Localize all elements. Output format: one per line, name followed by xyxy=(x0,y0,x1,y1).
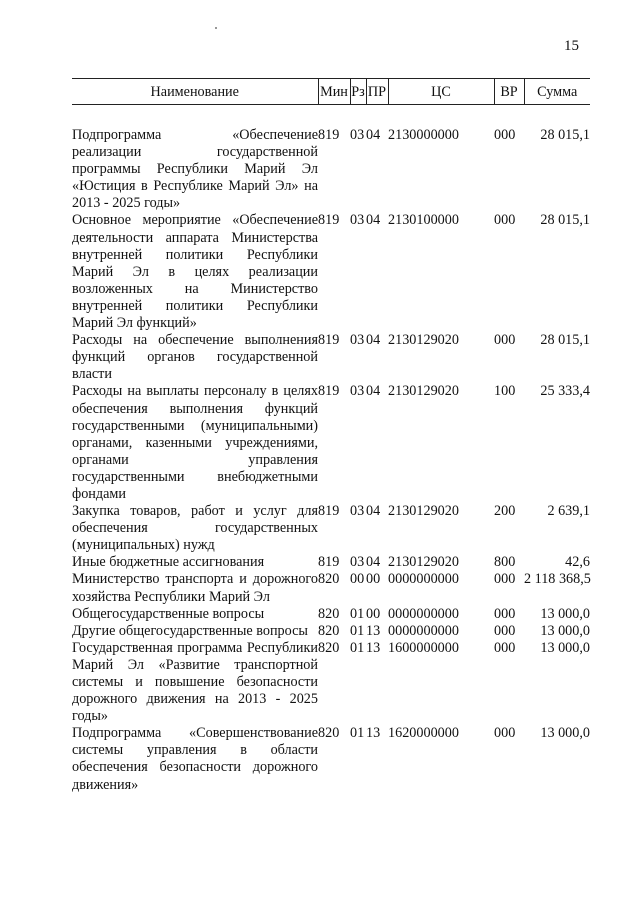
table-row xyxy=(72,571,590,605)
table-header-row xyxy=(72,79,590,105)
row-vr: 000 xyxy=(494,571,516,588)
header-cs: ЦС xyxy=(388,79,494,105)
header-pr: ПР xyxy=(366,79,388,105)
row-sum: 28 015,1 xyxy=(540,212,590,229)
row-cs: 0000000000 xyxy=(388,571,459,588)
row-cs: 0000000000 xyxy=(388,622,459,639)
row-cs: 2130100000 xyxy=(388,212,459,229)
header-min: Мин xyxy=(318,79,350,105)
row-pr: 13 xyxy=(366,725,381,742)
row-rz: 03 xyxy=(350,503,365,520)
row-name: Подпрограмма «Совершенствование системы управления в области обеспечения безопасности дорожного движения» xyxy=(72,725,318,793)
row-rz: 03 xyxy=(350,332,365,349)
row-vr: 000 xyxy=(494,605,516,622)
row-name: Закупка товаров, работ и услуг для обеспечения государственных (муниципальных) нужд xyxy=(72,503,318,554)
row-name: Общегосударственные вопросы xyxy=(72,605,265,622)
row-pr: 00 xyxy=(366,605,381,622)
row-sum: 2 639,1 xyxy=(547,503,590,520)
row-cs: 1620000000 xyxy=(388,725,459,742)
row-name: Основное мероприятие «Обеспечение деятельности аппарата Министерства внутренней политики Республики Марий Эл в целях реализации возложенных на Министерство внутренней политики Республики Марий Эл функций» xyxy=(72,212,318,332)
row-vr: 000 xyxy=(494,725,516,742)
row-vr: 000 xyxy=(494,639,516,656)
row-pr: 04 xyxy=(366,383,381,400)
row-rz: 01 xyxy=(350,639,365,656)
row-sum: 28 015,1 xyxy=(540,332,590,349)
table-gap xyxy=(72,105,590,128)
row-pr: 04 xyxy=(366,554,381,571)
table-row xyxy=(72,127,590,212)
row-cs: 2130129020 xyxy=(388,503,459,520)
row-pr: 04 xyxy=(366,212,381,229)
row-min: 820 xyxy=(318,639,340,656)
row-name: Иные бюджетные ассигнования xyxy=(72,554,265,571)
table-row xyxy=(72,212,590,332)
row-name: Расходы на обеспечение выполнения функций органов государственной власти xyxy=(72,332,318,383)
row-name: Подпрограмма «Обеспечение реализации государственной программы Республики Марий Эл «Юстиция в Республике Марий Эл» на 2013 - 2025 годы» xyxy=(72,127,318,212)
table-row xyxy=(72,332,590,383)
row-name: Расходы на выплаты персоналу в целях обеспечения выполнения функций государственными (муниципальными) органами, казенными учреждениями, органами управления государственными внебюджетными фондами xyxy=(72,383,318,502)
row-cs: 2130129020 xyxy=(388,332,459,349)
row-vr: 000 xyxy=(494,622,516,639)
row-vr: 000 xyxy=(494,127,516,143)
row-sum: 28 015,1 xyxy=(540,127,590,143)
page-number: 15 xyxy=(564,38,579,54)
row-min: 819 xyxy=(318,212,340,229)
scan-speck xyxy=(215,27,217,29)
row-pr: 04 xyxy=(366,127,381,143)
row-sum: 42,6 xyxy=(565,554,590,571)
row-sum: 13 000,0 xyxy=(540,725,590,742)
row-min: 819 xyxy=(318,127,340,143)
table-row xyxy=(72,383,590,503)
row-cs: 2130129020 xyxy=(388,383,459,400)
table-row xyxy=(72,640,590,725)
header-name: Наименование xyxy=(72,79,318,105)
row-vr: 200 xyxy=(494,503,516,520)
row-vr: 800 xyxy=(494,554,516,571)
row-sum: 25 333,4 xyxy=(540,383,590,400)
row-min: 820 xyxy=(318,605,340,622)
row-name: Государственная программа Республики Марий Эл «Развитие транспортной системы и повышение безопасности дорожного движения на 2013 - 2025 годы» xyxy=(72,639,318,725)
row-pr: 04 xyxy=(366,503,381,520)
row-min: 820 xyxy=(318,571,340,588)
row-name: Министерство транспорта и дорожного хозяйства Республики Марий Эл xyxy=(72,571,318,605)
row-cs: 0000000000 xyxy=(388,605,459,622)
table-row xyxy=(72,503,590,554)
row-min: 820 xyxy=(318,725,340,742)
row-sum: 13 000,0 xyxy=(540,639,590,656)
row-pr: 00 xyxy=(366,571,381,588)
row-rz: 01 xyxy=(350,725,365,742)
table-row xyxy=(72,623,590,640)
row-cs: 2130000000 xyxy=(388,127,459,143)
row-vr: 100 xyxy=(494,383,516,400)
row-rz: 01 xyxy=(350,605,365,622)
row-rz: 03 xyxy=(350,383,365,400)
row-rz: 03 xyxy=(350,212,365,229)
row-vr: 000 xyxy=(494,212,516,229)
row-min: 820 xyxy=(318,622,340,639)
row-sum: 13 000,0 xyxy=(540,605,590,622)
table-row xyxy=(72,554,590,571)
row-pr: 13 xyxy=(366,639,381,656)
table-row xyxy=(72,725,590,793)
row-vr: 000 xyxy=(494,332,516,349)
row-rz: 01 xyxy=(350,622,365,639)
row-cs: 1600000000 xyxy=(388,639,459,656)
row-min: 819 xyxy=(318,503,340,520)
row-sum: 13 000,0 xyxy=(540,622,590,639)
row-min: 819 xyxy=(318,383,340,400)
row-sum: 2 118 368,5 xyxy=(524,571,591,588)
header-vr: ВР xyxy=(494,79,524,105)
row-min: 819 xyxy=(318,554,340,571)
row-min: 819 xyxy=(318,332,340,349)
row-rz: 03 xyxy=(350,127,365,143)
header-sum: Сумма xyxy=(524,79,590,105)
row-rz: 03 xyxy=(350,554,365,571)
row-name: Другие общегосударственные вопросы xyxy=(72,622,308,639)
budget-table xyxy=(72,78,590,794)
row-pr: 13 xyxy=(366,622,381,639)
row-rz: 00 xyxy=(350,571,365,588)
table-row xyxy=(72,606,590,623)
row-cs: 2130129020 xyxy=(388,554,459,571)
header-rz: Рз xyxy=(350,79,366,105)
row-pr: 04 xyxy=(366,332,381,349)
